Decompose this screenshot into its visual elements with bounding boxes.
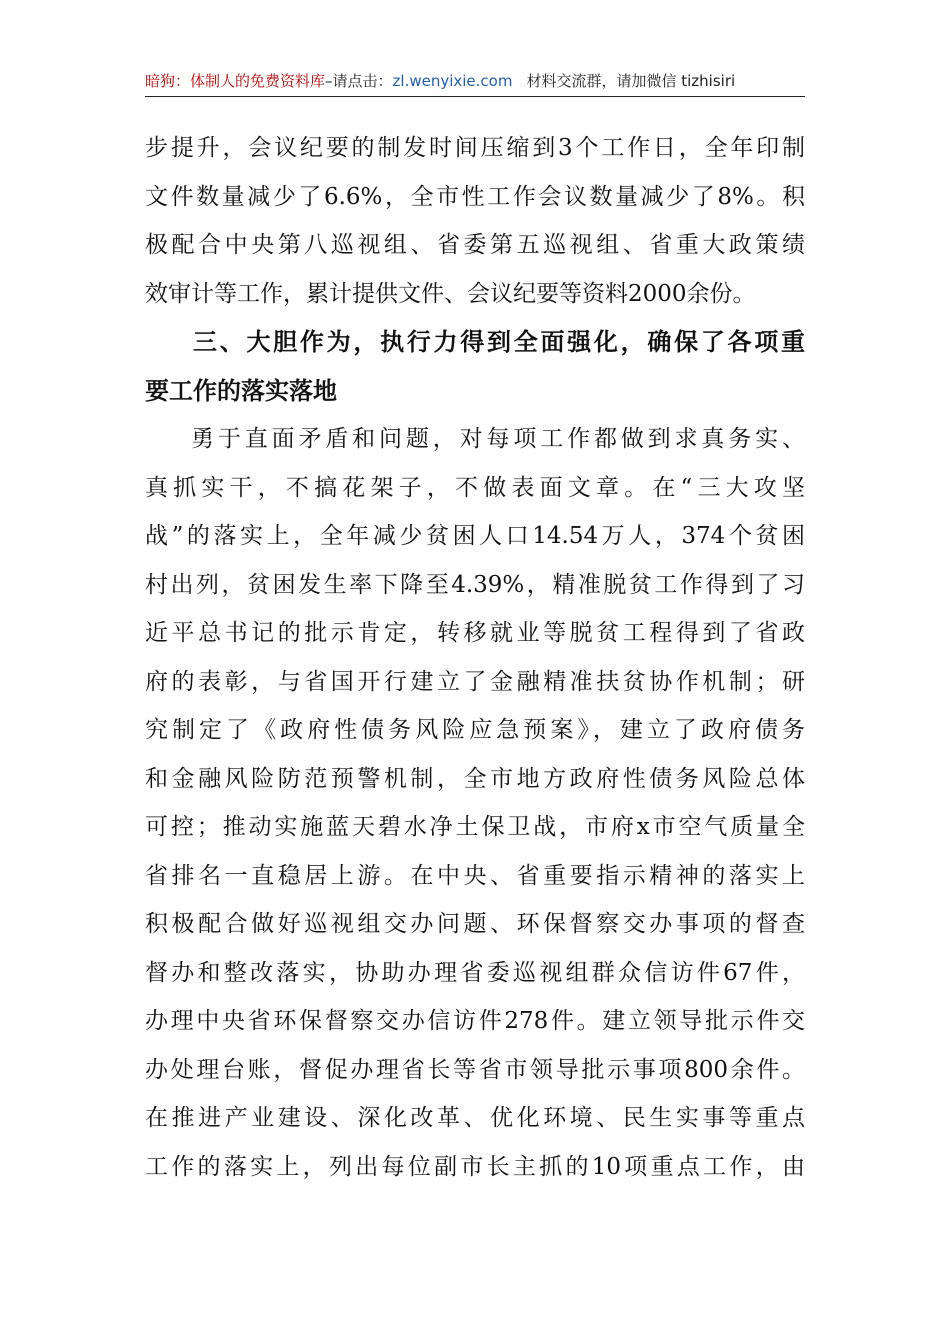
- text-line: 省排名一直稳居上游。在中央、省重要指示精神的落实上: [145, 862, 805, 889]
- heading-line: 要工作的落实落地: [145, 376, 337, 405]
- text-line: 办处理台账，督促办理省长等省市领导批示事项800余件。: [145, 1056, 805, 1083]
- text-line: 积极配合做好巡视组交办问题、环保督察交办事项的督查: [145, 911, 805, 937]
- text-line: 在推进产业建设、深化改革、优化环境、民生实事等重点: [145, 1105, 805, 1131]
- text-line: 效审计等工作，累计提供文件、会议纪要等资料2000余份。: [145, 280, 756, 307]
- text-line: 督办和整改落实，协助办理省委巡视组群众信访件67件，: [145, 959, 805, 986]
- paragraph-body: [145, 415, 805, 1191]
- paragraph-continuation: [145, 124, 805, 318]
- text-line: 近平总书记的批示肯定，转移就业等脱贫工程得到了省政: [145, 620, 805, 646]
- text-line: 可控；推动实施蓝天碧水净土保卫战，市府x市空气质量全: [145, 814, 805, 840]
- text-line: 步提升，会议纪要的制发时间压缩到3个工作日，全年印制: [145, 135, 805, 161]
- header-click-prompt: –请点击：: [325, 72, 393, 90]
- text-line: 真抓实干，不搞花架子，不做表面文章。在“三大攻坚: [145, 474, 805, 501]
- page-header: [145, 68, 805, 97]
- text-line: 战”的落实上，全年减少贫困人口14.54万人，374个贫困: [145, 523, 805, 549]
- header-url-link[interactable]: zl.wenyixie.com: [392, 72, 513, 90]
- header-site-name: 暗狗：体制人的免费资料库: [145, 72, 326, 90]
- header-wechat-note: 材料交流群，请加微信 tizhisiri: [526, 72, 736, 90]
- text-line: 究制定了《政府性债务风险应急预案》，建立了政府债务: [145, 717, 805, 743]
- heading-line: 三、大胆作为，执行力得到全面强化，确保了各项重: [193, 328, 805, 356]
- text-line: 办理中央省环保督察交办信访件278件。建立领导批示件交: [145, 1008, 805, 1034]
- text-line: 府的表彰，与省国开行建立了金融精准扶贫协作机制；研: [145, 668, 805, 695]
- text-line: 工作的落实上，列出每位副市长主抓的10项重点工作，由: [145, 1153, 805, 1180]
- text-line: 文件数量减少了6.6%，全市性工作会议数量减少了8%。积: [145, 183, 805, 210]
- text-line: 和金融风险防范预警机制，全市地方政府性债务风险总体: [145, 765, 805, 792]
- document-body: [145, 124, 805, 1191]
- text-line: 极配合中央第八巡视组、省委第五巡视组、省重大政策绩: [145, 232, 805, 258]
- section-heading: [145, 318, 805, 415]
- text-line: 村出列，贫困发生率下降至4.39%，精准脱贫工作得到了习: [145, 571, 805, 598]
- text-line: 勇于直面矛盾和问题，对每项工作都做到求真务实、: [191, 426, 805, 452]
